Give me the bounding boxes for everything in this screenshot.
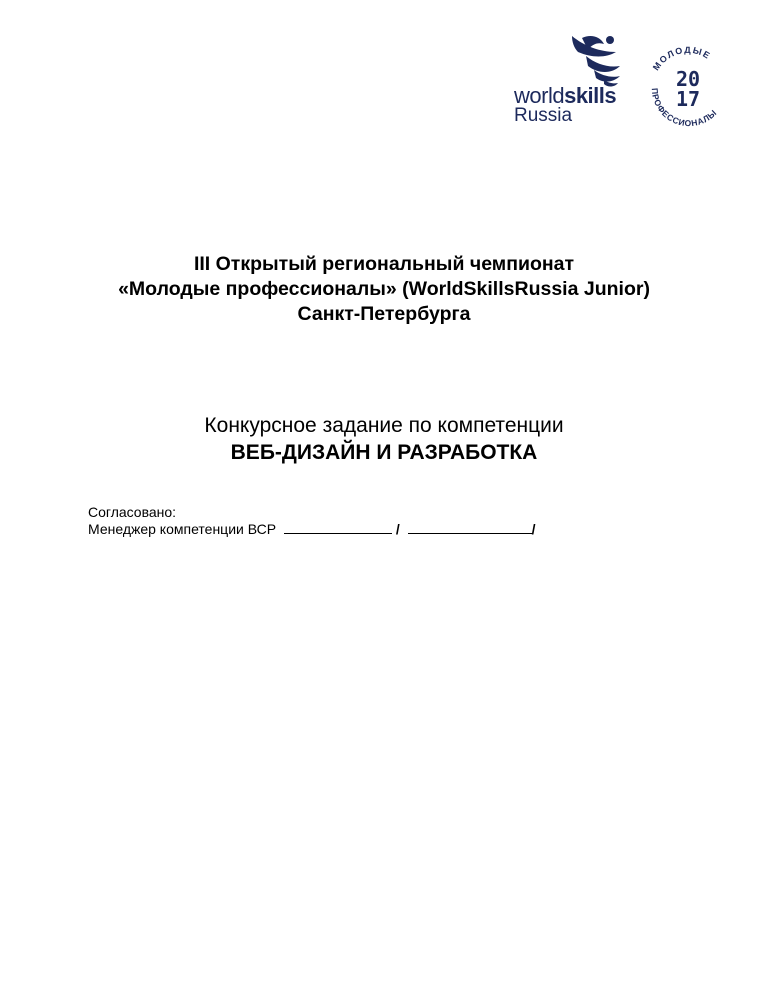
worldskills-emblem-icon — [512, 30, 630, 90]
year-top: 20 — [675, 67, 701, 91]
task-title-line-1: Конкурсное задание по компетенции — [204, 414, 564, 437]
competition-task-title — [0, 412, 768, 466]
championship-title — [0, 252, 768, 327]
worldskills-wordmark: worldskills — [514, 83, 617, 108]
championship-title-line-1: III Открытый региональный чемпионат — [193, 253, 575, 275]
worldskills-country: Russia — [514, 105, 573, 126]
molodye-professionaly-emblem-icon — [640, 40, 736, 136]
worldskills-russia-logo — [512, 30, 630, 126]
championship-title-line-2: «Молодые профессионалы» (WorldSkillsRussia Junior) — [118, 278, 650, 300]
year-bottom: 17 — [675, 87, 701, 111]
approval-block — [88, 504, 536, 538]
signature-end: / — [531, 521, 536, 537]
manager-label: Менеджер компетенции ВСР — [88, 521, 277, 537]
name-blank — [408, 522, 532, 534]
signature-blank — [284, 522, 392, 534]
signature-separator: / — [395, 521, 400, 537]
approval-label: Согласовано: — [88, 504, 177, 520]
molodye-professionaly-2017-logo — [640, 40, 736, 136]
approval-signature-line — [88, 521, 536, 538]
championship-title-line-3: Санкт-Петербурга — [297, 303, 471, 325]
svg-text:ПРОФЕССИОНАЛЫ: ПРОФЕССИОНАЛЫ — [649, 87, 719, 129]
svg-text:МОЛОДЫЕ: МОЛОДЫЕ — [650, 44, 713, 73]
competency-name: ВЕБ-ДИЗАЙН И РАЗРАБОТКА — [230, 441, 538, 464]
